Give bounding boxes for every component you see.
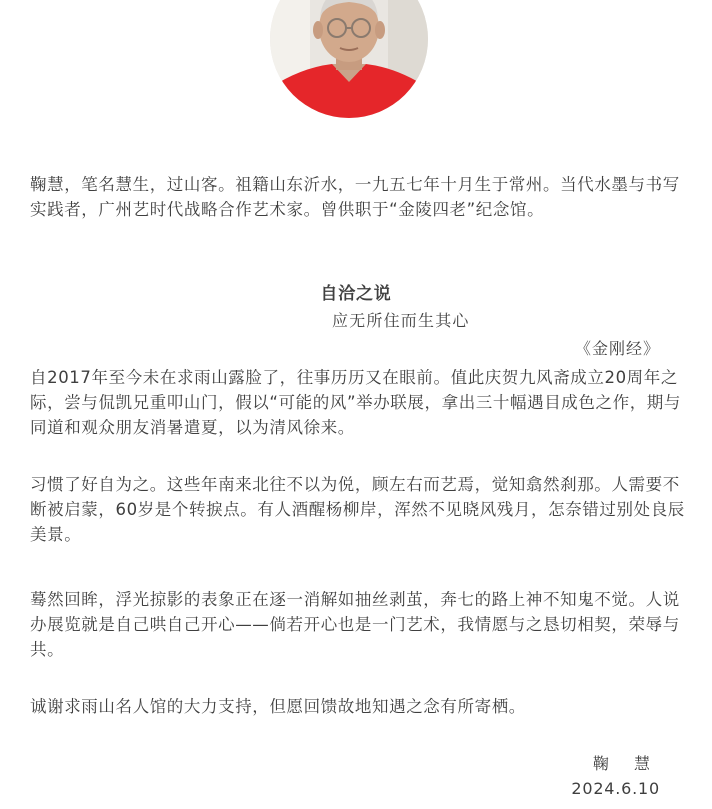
essay-paragraph: 自2017年至今未在求雨山露脸了，往事历历又在眼前。值此庆贺九风斋成立20周年之际，尝与侃凯兄重叩山门，假以“可能的风”举办联展，拿出三十幅遇目成色之作，期与同道和观众朋友消暑遣夏，以为清风徐来。 (30, 368, 681, 437)
essay-paragraph: 习惯了好自为之。这些年南来北往不以为侻，顾左右而艺焉，觉知翕然刹那。人需要不断被启蒙，60岁是个转捩点。有人酒醒杨柳岸，浑然不见晓风残月，怎奈错过别处良辰美景。 (30, 475, 685, 544)
essay-paragraph: 诚谢求雨山名人馆的大力支持，但愿回馈故地知遇之念有所寄栖。 (30, 697, 526, 716)
essay-date: 2024.6.10 (571, 779, 660, 798)
epigraph: 应无所住而生其心 (332, 311, 470, 330)
essay-paragraph: 蓦然回眸，浮光掠影的表象正在逐一消解如抽丝剥茧，奔七的路上神不知鬼不觉。人说办展览就是自己哄自己开心——倘若开心也是一门艺术，我情愿与之恳切相契，荣辱与共。 (30, 590, 680, 659)
author-bio: 鞠慧，笔名慧生，过山客。祖籍山东沂水，一九五七年十月生于常州。当代水墨与书写实践者，广州艺时代战略合作艺术家。曾供职于“金陵四老”纪念馆。 (30, 175, 680, 219)
epigraph-source: 《金刚经》 (574, 339, 660, 358)
author-signature: 鞠 慧 (592, 754, 660, 773)
portrait-photo-icon (270, 0, 428, 118)
author-portrait (270, 0, 428, 118)
essay-title: 自洽之说 (320, 284, 392, 304)
